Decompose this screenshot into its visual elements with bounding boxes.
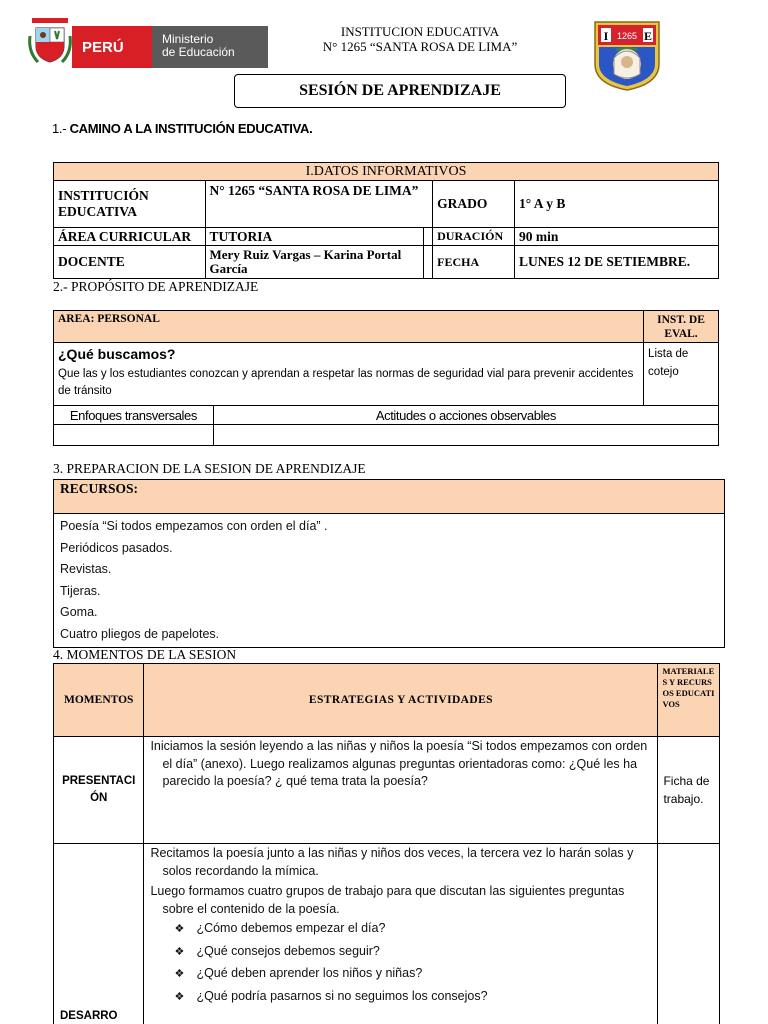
proposito-table (53, 310, 719, 446)
question-item (150, 918, 651, 941)
area-value: TUTORIA (205, 228, 424, 246)
school-header (270, 24, 570, 54)
diamond-bullet-icon: ❖ (174, 990, 185, 1003)
datos-informativos-table (53, 162, 719, 279)
peru-coat-of-arms-icon (28, 16, 72, 68)
area-label: ÁREA CURRICULAR (54, 228, 206, 246)
peru-label: PERÚ (72, 26, 152, 68)
actitudes-header: Actitudes o acciones observables (213, 406, 718, 425)
desarrollo-p2: Luego formamos cuatro grupos de trabajo para que discutan las siguientes preguntas sobre el contenido de la poesía. (150, 884, 625, 916)
duracion-label: DURACIÓN (433, 228, 515, 246)
instrument-cell: Lista de cotejo (644, 343, 719, 406)
preparacion-heading: 3. PREPARACION DE LA SESION DE APRENDIZAJE (53, 461, 366, 476)
docente-value: Mery Ruiz Vargas – Karina Portal García (205, 246, 424, 279)
fecha-value: LUNES 12 DE SETIEMBRE. (515, 246, 719, 279)
docente-label: DOCENTE (54, 246, 206, 279)
presentacion-text: Iniciamos la sesión leyendo a las niñas y niños la poesía “Si todos empezamos con orden el día” (anexo). Luego realizamos algunas preguntas orientadoras como: ¿Qué les ha parecido la poesía? ¿ qué tema trata la poesía? (150, 739, 648, 788)
diamond-bullet-icon: ❖ (174, 945, 185, 958)
question-item (150, 986, 651, 1009)
materiales-col-header: MATERIALES Y RECURSOS EDUCATIVOS (658, 664, 720, 737)
purpose-text: Que las y los estudiantes conozcan y aprendan a respetar las normas de seguridad vial para prevenir accidentes de tránsito (58, 368, 634, 397)
actitudes-cell (213, 425, 718, 446)
question-text: ¿Cómo debemos empezar el día? (196, 921, 386, 935)
recurso-item: Goma. (60, 605, 98, 619)
desarrollo-label: DESARRO (54, 844, 144, 1024)
recursos-table (53, 479, 725, 648)
presentacion-label: PRESENTACIÓN (54, 737, 144, 844)
section1-number: 1.- (52, 121, 70, 136)
presentacion-cell (144, 737, 658, 844)
inst-eval-header: INST. DE EVAL. (644, 311, 719, 343)
recurso-item: Poesía “Si todos empezamos con orden el día” . (60, 519, 328, 533)
grado-value: 1° A y B (515, 181, 719, 228)
recurso-item: Revistas. (60, 562, 112, 576)
school-crest-logo (592, 20, 662, 92)
recurso-item: Tijeras. (60, 583, 101, 598)
desarrollo-material (658, 844, 720, 1024)
momentos-col-header: MOMENTOS (54, 664, 144, 737)
grado-label: GRADO (433, 181, 515, 228)
proposito-heading: 2.- PROPÓSITO DE APRENDIZAJE (53, 279, 259, 294)
diamond-bullet-icon: ❖ (174, 923, 185, 935)
ministry-logo (28, 16, 268, 68)
momentos-table (53, 663, 720, 1024)
school-header-line2: N° 1265 “SANTA ROSA DE LIMA” (322, 39, 518, 54)
enfoques-header: Enfoques transversales (54, 406, 214, 425)
question-text: ¿Qué consejos debemos seguir? (196, 943, 380, 958)
desarrollo-cell (144, 844, 658, 1024)
datos-header: I.DATOS INFORMATIVOS (54, 163, 719, 181)
section1-label: CAMINO A LA INSTITUCIÓN EDUCATIVA. (69, 121, 313, 136)
question-item (150, 963, 651, 986)
que-buscamos: ¿Qué buscamos? (58, 346, 176, 362)
desarrollo-p1: Recitamos la poesía junto a las niñas y niños dos veces, la tercera vez lo harán solas y solos recordando la mímica. (150, 846, 634, 878)
recurso-item: Cuatro pliegos de papelotes. (60, 626, 220, 641)
question-text: ¿Qué deben aprender los niños y niñas? (196, 966, 423, 980)
fecha-label: FECHA (433, 246, 515, 279)
logo-left-letter: I (603, 29, 609, 43)
question-item (150, 941, 651, 964)
institucion-label: INSTITUCIÓN EDUCATIVA (54, 181, 206, 228)
ministry-name (152, 26, 268, 68)
institucion-value: N° 1265 “SANTA ROSA DE LIMA” (205, 181, 433, 228)
estrategias-col-header: ESTRATEGIAS Y ACTIVIDADES (144, 664, 658, 737)
logo-number: 1265 (616, 31, 638, 41)
momentos-heading: 4. MOMENTOS DE LA SESION (53, 647, 237, 662)
ministry-name-line2: de Educación (162, 45, 235, 59)
session-title: SESIÓN DE APRENDIZAJE (234, 74, 566, 108)
presentacion-material: Ficha de trabajo. (658, 737, 720, 844)
enfoques-cell (54, 425, 214, 446)
purpose-cell (54, 343, 644, 406)
datos-spacer-cell (424, 228, 433, 246)
datos-spacer-cell (424, 246, 433, 279)
area-personal: AREA: PERSONAL (54, 311, 644, 343)
recursos-label: RECURSOS: (54, 480, 725, 514)
question-text: ¿Qué podría pasarnos si no seguimos los consejos? (196, 988, 488, 1003)
ministry-name-line1: Ministerio (162, 32, 214, 46)
diamond-bullet-icon: ❖ (174, 968, 185, 980)
recurso-item: Periódicos pasados. (60, 540, 173, 555)
duracion-value: 90 min (515, 228, 719, 246)
section1-heading (52, 121, 312, 136)
logo-right-letter: E (643, 29, 653, 43)
school-header-line1: INSTITUCION EDUCATIVA (340, 24, 500, 39)
recursos-list (54, 514, 725, 648)
